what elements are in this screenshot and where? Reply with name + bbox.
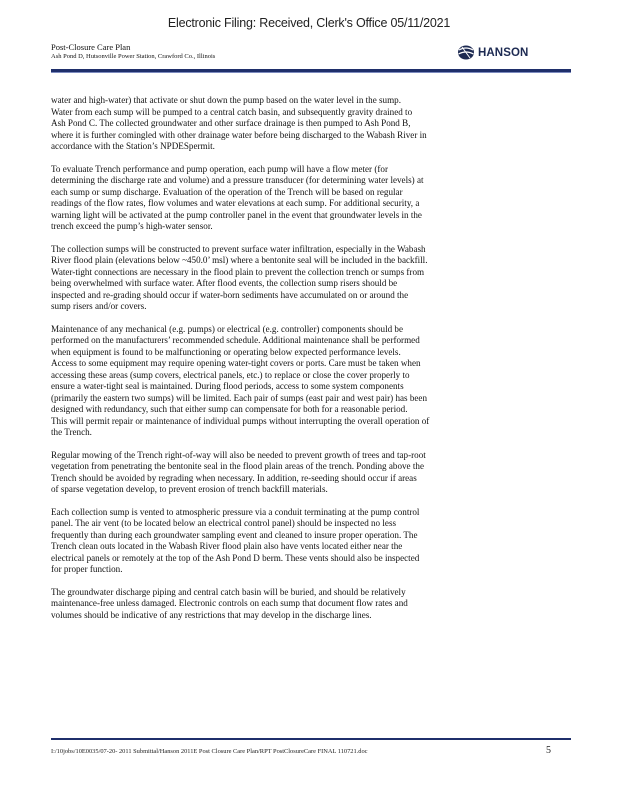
footer-rule	[51, 738, 571, 740]
hanson-globe-icon	[456, 44, 476, 61]
logo-text: HANSON	[478, 46, 529, 59]
header-subtitle: Ash Pond D, Hutsonville Power Station, Crawford Co., Illinois	[51, 53, 216, 60]
paragraph: To evaluate Trench performance and pump operation, each pump will have a flow meter (for determining the discharge rate and volume) and a pressure transducer (for determining water levels) at each sump or sump discharge. Evaluation of the operation of the Trench will be based on regular readings of the flow rates, flow volumes and water elevations at each sump. For additional security, a warning light will be activated at the pump controller panel in the event that groundwater levels in the trench exceed the pump’s high-water sensor.	[51, 163, 424, 231]
header-rule	[51, 69, 571, 73]
footer-file-path: I:/10jobs/10E0035/07-20- 2011 Submittal/Hanson 2011E Post Closure Care Plan/RPT PostClosureCare FINAL 110721.doc	[51, 748, 368, 755]
paragraph: water and high-water) that activate or shut down the pump based on the water level in the sump. Water from each sump will be pumped to a central catch basin, and subsequently gravity drained to Ash Pond C. The collected groundwater and other surface drainage is then pumped to Ash Pond B, where it is further comingled with other drainage water before being discharged to the Wabash River in accordance with the Station’s NPDESpermit.	[51, 95, 427, 151]
paragraph: Each collection sump is vented to atmospheric pressure via a conduit terminating at the pump control panel. The air vent (to be located below an electrical control panel) should be inspected no less frequently than during each groundwater sampling event and cleaned to insure proper operation. The Trench clean outs located in the Wabash River flood plain also have vents located either near the electrical panels or remotely at the top of the Ash Pond D berm. These vents should also be inspected for proper function.	[51, 506, 420, 574]
page-number: 5	[546, 745, 551, 756]
paragraph: The collection sumps will be constructed to prevent surface water infiltration, especially in the Wabash River flood plain (elevations below ~450.0’ msl) where a bentonite seal will be included in the backfill. Water-tight connections are necessary in the flood plain to prevent the collection trench or sumps from being overwhelmed with surface water. After flood events, the collection sump risers should be inspected and re-grading should occur if water-born sediments have accumulated on or around the sump risers and/or covers.	[51, 243, 428, 311]
header-title: Post-Closure Care Plan	[51, 42, 131, 52]
paragraph: The groundwater discharge piping and central catch basin will be buried, and should be relatively maintenance-free unless damaged. Electronic controls on each sump that document flow rates and volumes should be indicative of any restrictions that may develop in the discharge lines.	[51, 586, 408, 620]
hanson-logo	[456, 44, 528, 61]
paragraph: Maintenance of any mechanical (e.g. pumps) or electrical (e.g. controller) components should be performed on the manufacturers’ recommended schedule. Additional maintenance shall be performed when equipment is found to be malfunctioning or operating below expected performance levels. Access to some equipment may require opening water-tight covers or ports. Care must be taken when accessing these areas (sump covers, electrical panels, etc.) to replace or close the cover properly to ensure a water-tight seal is maintained. During flood periods, access to some system components (primarily the eastern two sumps) will be limited. Each pair of sumps (east pair and west pair) has been designed with redundancy, such that either sump can compensate for both for a reasonable period. This will permit repair or maintenance of individual pumps without interrupting the overall operation of the Trench.	[51, 323, 430, 437]
paragraph: Regular mowing of the Trench right-of-way will also be needed to prevent growth of trees and tap-root vegetation from penetrating the bentonite seal in the flood plain areas of the trench. Ponding above the Trench should be avoided by regrading when necessary. In addition, re-seeding should occur if areas of sparse vegetation develop, to prevent erosion of trench backfill materials.	[51, 449, 426, 494]
body-text	[51, 95, 571, 632]
filing-stamp: Electronic Filing: Received, Clerk's Office 05/11/2021	[167, 16, 451, 30]
document-header	[51, 42, 215, 61]
